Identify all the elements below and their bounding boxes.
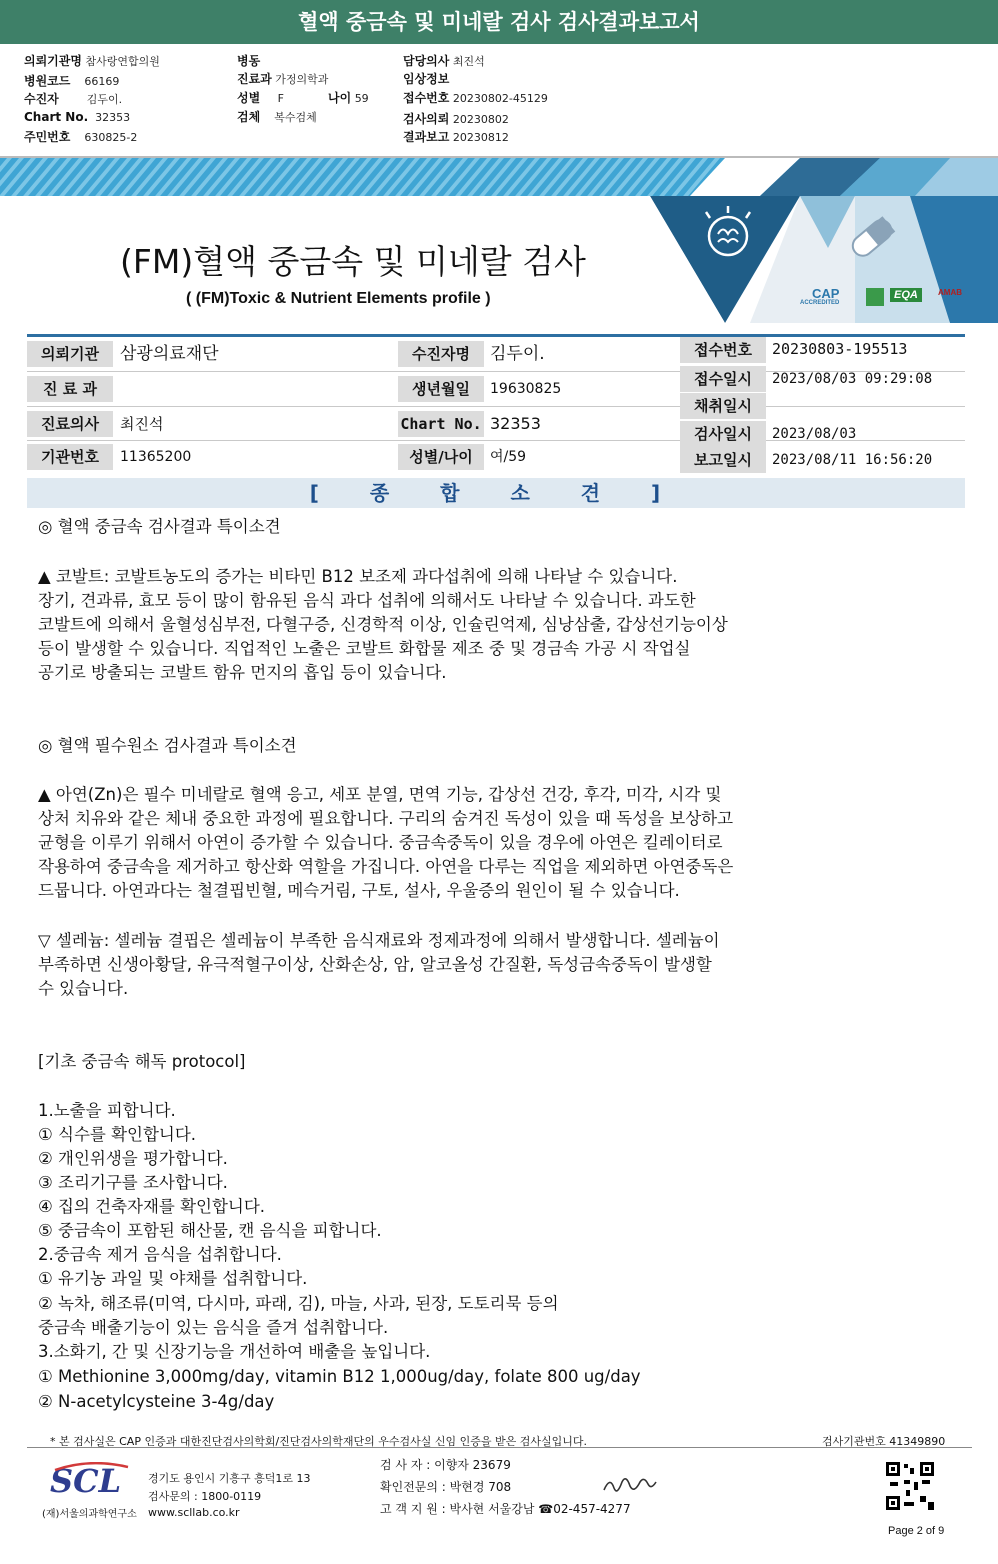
header-inst: 의뢰기관명 참사랑연합의원: [24, 54, 160, 68]
footer-inquiry: 검사문의 : 1800-0119: [148, 1490, 262, 1503]
cap-logo: CAP: [812, 286, 840, 301]
opinion-line: 드뭅니다. 아연과다는 철결핍빈혈, 메슥거림, 구토, 설사, 우울증의 원인이 될 수 있습니다.: [38, 881, 680, 900]
scl-swoosh-icon: [50, 1462, 130, 1472]
test-label: 검사일시: [680, 421, 766, 447]
header-clinical: 임상정보: [403, 72, 450, 86]
scl-org-name: (재)서울의과학연구소: [42, 1509, 137, 1520]
sub-title: ( (FM)Toxic & Nutrient Elements profile ): [186, 290, 491, 307]
opinion-line: 3.소화기, 간 및 신장기능을 개선하여 배출을 높입니다.: [38, 1342, 431, 1361]
header-recno: 접수번호 20230802-45129: [403, 91, 548, 105]
header-age: 나이 59: [328, 91, 369, 105]
chart-label: Chart No.: [398, 411, 484, 437]
header-doctor: 담당의사 최진석: [403, 54, 485, 68]
patient-info-table: [27, 334, 965, 474]
footer-support: 고 객 지 원 : 박사현 서울강남 ☎02-457-4277: [380, 1502, 631, 1516]
opinion-line: ③ 조리기구를 조사합니다.: [38, 1173, 228, 1192]
rep-label: 보고일시: [680, 447, 766, 473]
scl-logo: SCL: [50, 1462, 122, 1500]
opinion-line: ① 유기농 과일 및 야채를 섭취합니다.: [38, 1269, 308, 1288]
amab-logo: AMAB: [938, 288, 962, 297]
opinion-line: ② N-acetylcysteine 3-4g/day: [38, 1392, 275, 1411]
header-dept: 진료과 가정의학과: [237, 72, 329, 86]
cap-accredited-text: ACCREDITED: [800, 300, 840, 306]
name-value: 김두이.: [490, 344, 545, 364]
doctor-label: 진료의사: [27, 411, 113, 437]
footer-confirmer: 확인전문의 : 박현경 708: [380, 1480, 512, 1494]
opinion-line: 공기로 방출되는 코발트 함유 먼지의 흡입 등이 있습니다.: [38, 663, 447, 682]
opinion-line: [기초 중금속 해독 protocol]: [38, 1052, 246, 1071]
header-specimen: 검체 복수검체: [237, 110, 317, 124]
opinion-line: ④ 집의 건축자재를 확인합니다.: [38, 1197, 266, 1216]
opinion-line: ⑤ 중금속이 포함된 해산물, 캔 음식을 피합니다.: [38, 1221, 382, 1240]
opinion-line: ▽ 셀레늄: 셀레늄 결핍은 셀레늄이 부족한 음식재료와 정제과정에 의해서 발생합니다. 셀레늄이: [38, 931, 720, 950]
dept-label: 진 료 과: [27, 376, 113, 402]
footer-website[interactable]: www.scllab.co.kr: [148, 1506, 240, 1519]
qr-code-icon: [884, 1460, 936, 1512]
footer-tester: 검 사 자 : 이향자 23679: [380, 1458, 511, 1472]
opinion-line: 부족하면 신생아황달, 유극적혈구이상, 산화손상, 암, 알코올성 간질환, 독성금속중독이 발생할: [38, 955, 712, 974]
header-patient: 수진자 김두이.: [24, 92, 123, 106]
chart-value: 32353: [490, 414, 541, 433]
recdt-label: 접수일시: [680, 366, 766, 392]
opinion-line: 2.중금속 제거 음식을 섭취합니다.: [38, 1245, 282, 1264]
inst-value: 삼광의료재단: [120, 344, 219, 364]
dob-label: 생년월일: [398, 376, 484, 402]
inst-label: 의뢰기관: [27, 341, 113, 367]
footer-divider: [27, 1447, 972, 1448]
header-sex: 성별 F: [237, 91, 284, 105]
opinion-line: ② 녹차, 해조류(미역, 다시마, 파래, 김), 마늘, 사과, 된장, 도토리묵 등의: [38, 1294, 559, 1313]
header-req: 검사의뢰 20230802: [403, 112, 509, 126]
opinion-line: ① Methionine 3,000mg/day, vitamin B12 1,000ug/day, folate 800 ug/day: [38, 1367, 641, 1386]
name-label: 수진자명: [398, 341, 484, 367]
opinion-line: 균형을 이루기 위해서 아연이 증가할 수 있습니다. 중금속중독이 있을 경우에 아연은 킬레이터로: [38, 833, 723, 852]
signature-icon: [600, 1470, 660, 1498]
opinion-line: ◎ 혈액 중금속 검사결과 특이소견: [38, 517, 281, 536]
header-hospcode: 병원코드 66169: [24, 74, 120, 88]
footer-org-no: 검사기관번호 41349890: [822, 1435, 946, 1448]
doctor-value: 최진석: [120, 415, 164, 433]
opinion-line: ① 식수를 확인합니다.: [38, 1125, 197, 1144]
sexage-value: 여/59: [490, 449, 527, 465]
opinion-line: ▲ 아연(Zn)은 필수 미네랄로 혈액 응고, 세포 분열, 면역 기능, 갑상선 건강, 후각, 미각, 시각 및: [38, 785, 722, 804]
opinion-line: ② 개인위생을 평가합니다.: [38, 1149, 228, 1168]
opinion-line: ◎ 혈액 필수원소 검사결과 특이소견: [38, 736, 297, 755]
rep-value: 2023/08/11 16:56:20: [772, 452, 933, 468]
opinion-line: 중금속 배출기능이 있는 음식을 즐겨 섭취합니다.: [38, 1318, 389, 1337]
test-value: 2023/08/03: [772, 426, 857, 442]
dob-value: 19630825: [490, 381, 562, 397]
sexage-label: 성별/나이: [398, 444, 484, 470]
footer-address: 경기도 용인시 기흥구 흥덕1로 13: [148, 1472, 311, 1485]
page-number: Page 2 of 9: [888, 1525, 945, 1537]
opinion-line: 장기, 견과류, 효모 등이 많이 함유된 음식 과다 섭취에 의해서도 나타날 수 있습니다. 과도한: [38, 591, 696, 610]
opinion-line: ▲ 코발트: 코발트농도의 증가는 비타민 B12 보조제 과다섭취에 의해 나타날 수 있습니다.: [38, 567, 678, 586]
opinion-line: 1.노출을 피합니다.: [38, 1101, 176, 1120]
footer-cert-note: * 본 검사실은 CAP 인증과 대한진단검사의학회/진단검사의학재단의 우수검사실 신임 인증을 받은 검사실입니다.: [50, 1435, 588, 1448]
report-title: 혈액 중금속 및 미네랄 검사 검사결과보고서: [0, 0, 998, 44]
opinion-line: 코발트에 의해서 울혈성심부전, 다혈구증, 신경학적 이상, 인슐린억제, 심낭삼출, 갑상선기능이상: [38, 615, 728, 634]
header-rrn: 주민번호 630825-2: [24, 130, 138, 144]
eqa-logo: EQA: [890, 288, 922, 302]
header-info: [0, 44, 998, 158]
recno-label: 접수번호: [680, 337, 766, 363]
header-rep: 결과보고 20230812: [403, 130, 509, 144]
recdt-value: 2023/08/03 09:29:08: [772, 371, 933, 387]
header-chart: Chart No. 32353: [24, 110, 131, 124]
header-ward: 병동: [237, 54, 261, 68]
recno-value: 20230803-195513: [772, 340, 908, 358]
opinion-title: [ 종 합 소 견 ]: [27, 478, 965, 508]
opinion-line: 등이 발생할 수 있습니다. 직업적인 노출은 코발트 화합물 제조 중 및 경금속 가공 시 작업실: [38, 639, 691, 658]
opinion-line: 수 있습니다.: [38, 979, 129, 998]
main-title: (FM)혈액 중금속 및 미네랄 검사: [120, 242, 586, 281]
code-label: 기관번호: [27, 444, 113, 470]
code-value: 11365200: [120, 449, 192, 465]
row-divider: [27, 406, 965, 407]
opinion-line: 상처 치유와 같은 체내 중요한 과정에 필요합니다. 구리의 숨겨진 독성이 있을 때 독성을 보상하고: [38, 809, 734, 828]
opinion-line: 작용하여 중금속을 제거하고 항산화 역할을 가집니다. 아연을 다루는 직업을 제외하면 아연중독은: [38, 857, 734, 876]
coll-label: 채취일시: [680, 393, 766, 419]
lm-logo-icon: [866, 288, 884, 306]
